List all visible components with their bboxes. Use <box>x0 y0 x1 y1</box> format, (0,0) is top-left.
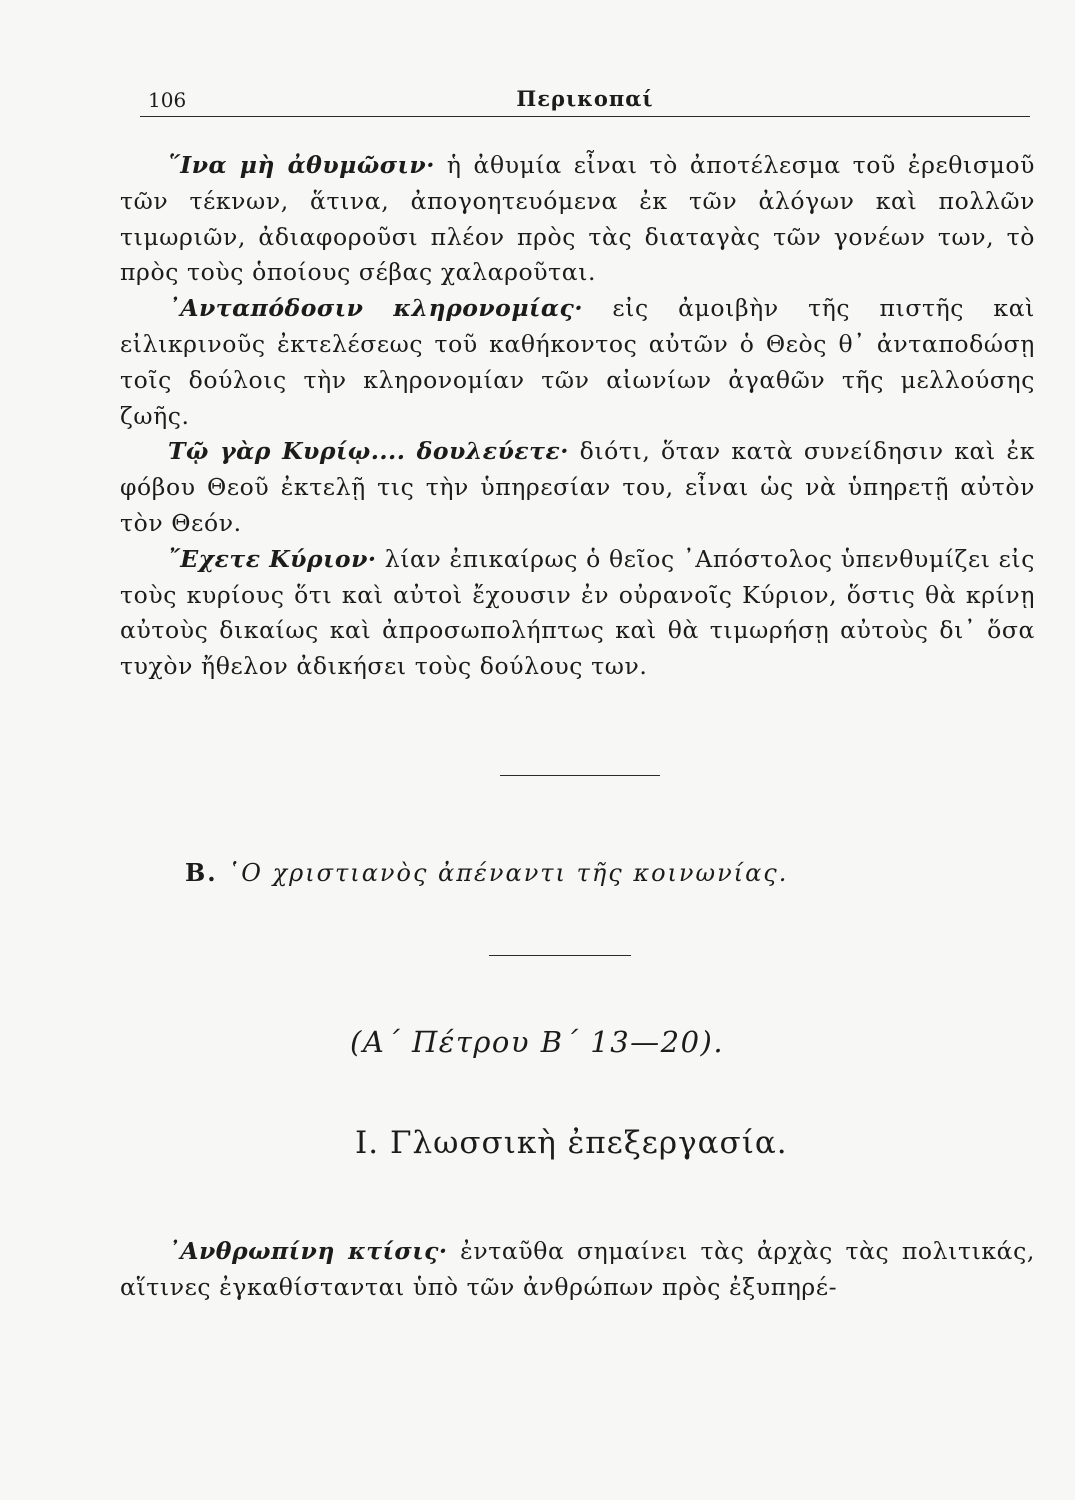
lemma: Τῷ γὰρ Κυρίῳ.... δουλεύετε· <box>168 437 569 466</box>
paragraph-text: διότι, ὅταν κατὰ συνείδησιν καὶ ἐκ φόβου Θεοῦ ἐκτελῇ τις τὴν ὑπηρεσίαν του, εἶναι ὡς νὰ ὑπηρετῇ αὐτὸν τὸν Θεόν. <box>120 437 1035 537</box>
section-number: Β. <box>185 858 218 887</box>
scripture-reference: (Α΄ Πέτρου Β΄ 13—20). <box>350 1025 725 1059</box>
paragraph <box>120 542 1035 685</box>
divider-rule <box>489 955 631 956</box>
lemma: ᾿Ανθρωπίνη κτίσις· <box>168 1237 448 1265</box>
paragraph-text: ἡ ἀθυμία εἶναι τὸ ἀποτέλεσμα τοῦ ἐρεθισμοῦ τῶν τέκνων, ἅτινα, ἀπογοητευόμενα ἐκ τῶν ἀλόγων καὶ πολλῶν τιμωριῶν, ἀδιαφοροῦσι πλέον πρὸς τὰς διαταγὰς τῶν γονέων των, τὸ πρὸς τοὺς ὁποίους σέβας χαλαροῦται. <box>120 151 1036 287</box>
section-title <box>185 858 985 887</box>
divider-rule <box>500 775 660 776</box>
main-text <box>120 148 1035 685</box>
lemma: ῎Εχετε Κύριον· <box>168 544 377 573</box>
lemma: ᾿Ανταπόδοσιν κληρονομίας· <box>168 294 583 323</box>
running-title: Περικοπαί <box>516 86 654 111</box>
page-header <box>140 86 1030 117</box>
paragraph <box>120 148 1035 291</box>
paragraph-text: εἰς ἀμοιβὴν τῆς πιστῆς καὶ εἰλικρινοῦς ἐκτελέσεως τοῦ καθήκοντος αὐτῶν ὁ Θεὸς θ᾿ ἀνταποδώσῃ τοῖς δούλοις τὴν κληρονομίαν τῶν αἰωνίων ἀγαθῶν τῆς μελλούσης ζωῆς. <box>120 294 1035 430</box>
paragraph <box>120 434 1035 541</box>
page-number: 106 <box>148 88 187 112</box>
paragraph-text: λίαν ἐπικαίρως ὁ θεῖος ᾿Απόστολος ὑπενθυμίζει εἰς τοὺς κυρίους ὅτι καὶ αὐτοὶ ἔχουσιν ἐν οὐρανοῖς Κύριον, ὅστις θὰ κρίνῃ αὐτοὺς δικαίως καὶ ἀπροσωπολήπτως καὶ θὰ τιμωρήσῃ αὐτοὺς δι᾿ ὅσα τυχὸν ἤθελον ἀδικήσει τοὺς δούλους των. <box>120 544 1035 681</box>
paragraph <box>120 1233 1035 1305</box>
paragraph-text: ἐνταῦθα σημαίνει τὰς ἀρχὰς τὰς πολιτικάς, αἵτινες ἐγκαθίστανται ὑπὸ τῶν ἀνθρώπων πρὸς ἐξυπηρέ- <box>120 1237 1035 1301</box>
subheading: I. Γλωσσικὴ ἐπεξεργασία. <box>355 1125 788 1161</box>
lemma: ῞Ινα μὴ ἀθυμῶσιν· <box>168 151 435 179</box>
main-text-continued <box>120 1233 1035 1305</box>
paragraph <box>120 291 1035 434</box>
section-title-text: ῾Ο χριστιανὸς ἀπέναντι τῆς κοινωνίας. <box>227 859 789 887</box>
